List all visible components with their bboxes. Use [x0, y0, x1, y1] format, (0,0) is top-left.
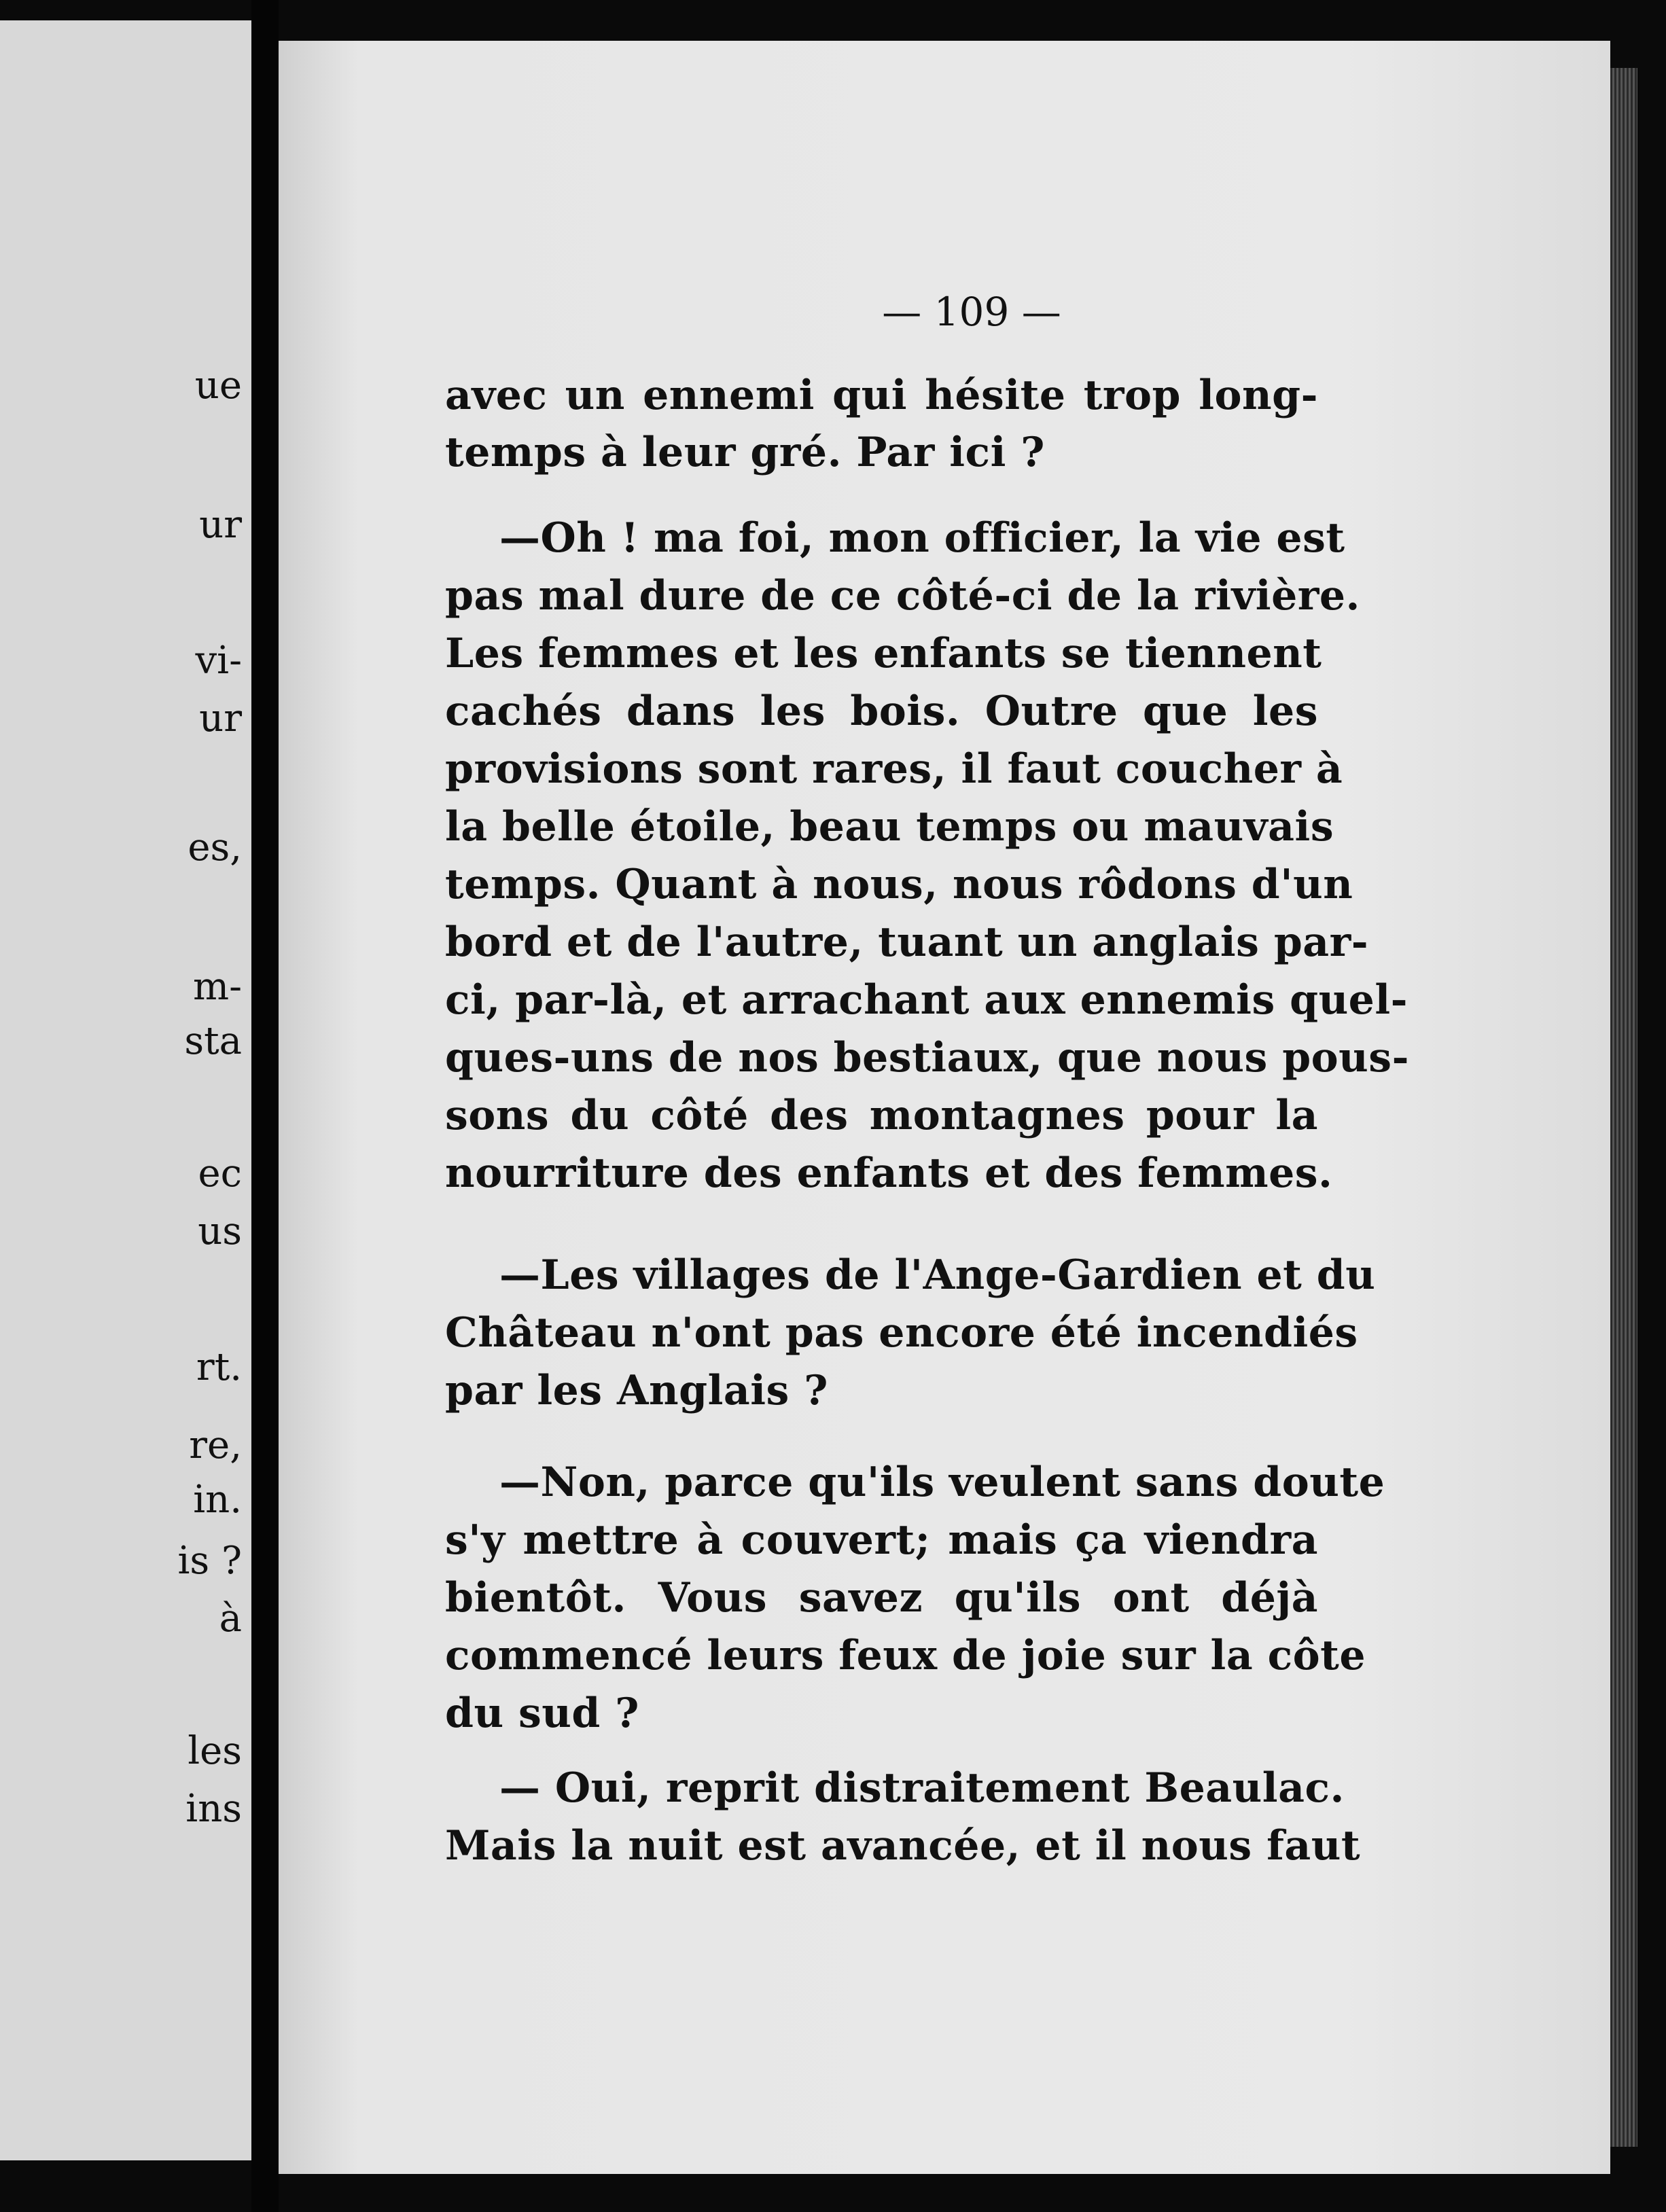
- text-line: —Oh ! ma foi, mon officier, la vie est: [499, 514, 1345, 562]
- facing-page-fragment: re,: [189, 1423, 242, 1467]
- text-line: Château n'ont pas encore été incendiés: [445, 1309, 1358, 1357]
- text-line: s'y mettre à couvert; mais ça viendra: [445, 1516, 1318, 1564]
- text-line: sons du côté des montagnes pour la: [445, 1092, 1318, 1139]
- facing-page-fragment: es,: [188, 825, 242, 870]
- text-line: ques-uns de nos bestiaux, que nous pous-: [445, 1034, 1409, 1082]
- facing-page-fragment: us: [198, 1209, 242, 1253]
- text-line: cachés dans les bois. Outre que les: [445, 688, 1318, 735]
- text-line: bientôt. Vous savez qu'ils ont déjà: [445, 1574, 1318, 1622]
- facing-page-fragment: sta: [184, 1019, 242, 1063]
- facing-page-fragment: m-: [192, 965, 242, 1009]
- facing-page-fragment: à: [219, 1596, 242, 1641]
- text-line: bord et de l'autre, tuant un anglais par-: [445, 918, 1369, 966]
- text-line: nourriture des enfants et des femmes.: [445, 1149, 1333, 1197]
- text-line: du sud ?: [445, 1690, 639, 1737]
- text-line: pas mal dure de ce côté-ci de la rivière.: [445, 572, 1360, 620]
- text-line: temps à leur gré. Par ici ?: [445, 429, 1045, 476]
- text-line: la belle étoile, beau temps ou mauvais: [445, 803, 1334, 851]
- text-line: avec un ennemi qui hésite trop long-: [445, 372, 1318, 419]
- facing-page-fragment: in.: [193, 1478, 242, 1522]
- facing-page-fragment: les: [188, 1729, 242, 1773]
- facing-page-fragment: is ?: [177, 1539, 242, 1583]
- facing-page-fragment: ec: [198, 1152, 242, 1196]
- text-line: temps. Quant à nous, nous rôdons d'un: [445, 861, 1353, 908]
- facing-page-fragment: ur: [199, 696, 242, 741]
- facing-page-fragment: ins: [185, 1787, 242, 1831]
- text-line: ci, par-là, et arrachant aux ennemis quel-: [445, 976, 1408, 1024]
- text-line: commencé leurs feux de joie sur la côte: [445, 1632, 1366, 1679]
- page-number: — 109 —: [882, 289, 1061, 335]
- text-line: Mais la nuit est avancée, et il nous faut: [445, 1822, 1361, 1870]
- facing-page-fragment: rt.: [196, 1345, 242, 1389]
- facing-page-fragment: ue: [194, 363, 242, 408]
- facing-page-fragment: vi-: [195, 639, 242, 683]
- text-line: —Non, parce qu'ils veulent sans doute: [499, 1459, 1385, 1506]
- text-line: provisions sont rares, il faut coucher à: [445, 745, 1343, 793]
- text-line: —Les villages de l'Ange-Gardien et du: [499, 1251, 1376, 1299]
- page-edges: [1610, 68, 1637, 2147]
- facing-page-fragment: ur: [199, 503, 242, 547]
- text-line: par les Anglais ?: [445, 1367, 828, 1414]
- text-line: Les femmes et les enfants se tiennent: [445, 630, 1322, 677]
- text-line: — Oui, reprit distraitement Beaulac.: [499, 1764, 1345, 1812]
- facing-page-left: [0, 20, 251, 2160]
